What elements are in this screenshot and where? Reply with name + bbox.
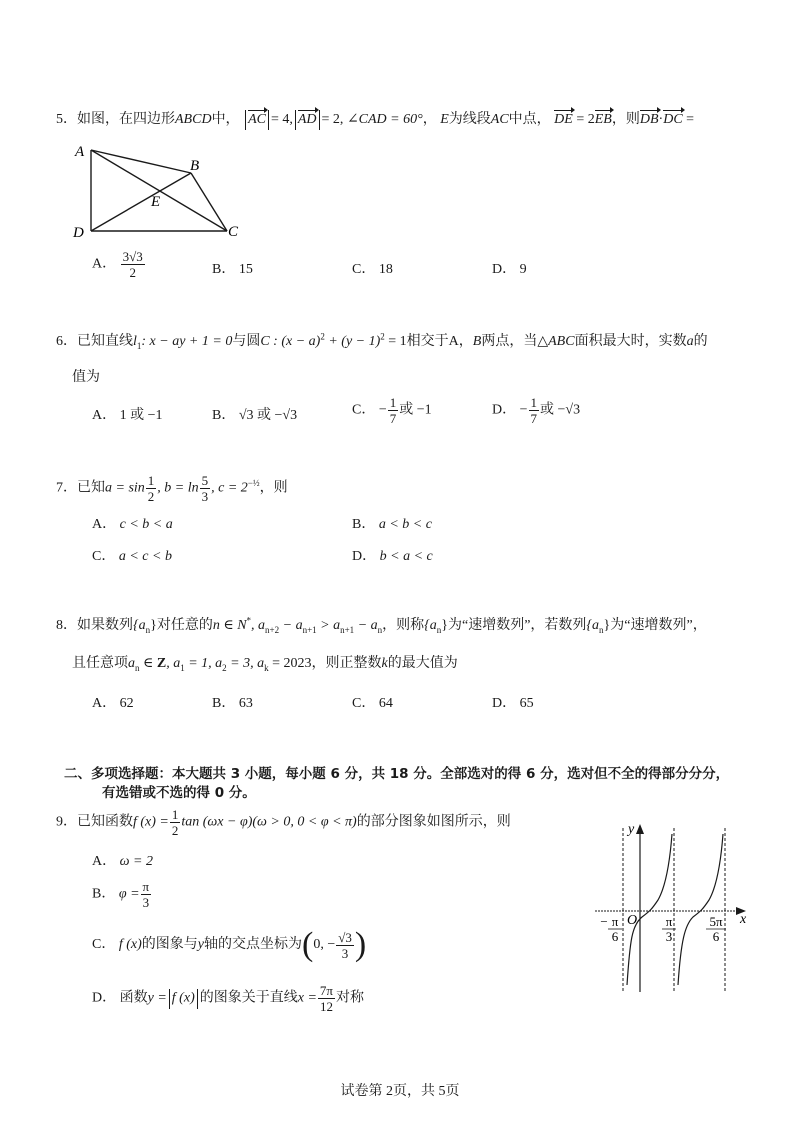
option-text: 对称 (335, 990, 364, 1006)
numerator: 5 (201, 473, 209, 488)
q6-option-b[interactable] (212, 404, 297, 424)
q5-e: E (440, 112, 449, 127)
denominator: 3 (142, 895, 150, 910)
q9-option-b[interactable] (92, 880, 152, 909)
numerator: 1 (389, 395, 397, 410)
q5-angle: ∠CAD = 60° (346, 112, 423, 127)
q9-number: 9． (56, 814, 77, 830)
label-c: C (228, 224, 239, 240)
fraction (170, 808, 181, 837)
q5-option-b[interactable] (212, 258, 253, 278)
q8-seq: {a (586, 618, 600, 633)
q7-option-a[interactable] (92, 513, 173, 533)
q6-line-eq: : x − ay + 1 = 0 (141, 334, 233, 349)
numerator: 1 (530, 395, 538, 410)
q8-sub: n+1 (340, 624, 355, 635)
q8-sub: n (145, 624, 151, 635)
fraction (336, 931, 354, 960)
paren: ) (354, 926, 367, 963)
fraction (318, 984, 335, 1013)
minus: − (378, 402, 387, 418)
edge-ab (91, 150, 191, 173)
y-axis-arrow-icon (636, 824, 644, 834)
q8-option-d[interactable] (492, 692, 534, 712)
q8-option-a[interactable] (92, 692, 134, 712)
option-text: 轴的交点坐标为 (204, 937, 302, 953)
q6-stem (56, 330, 708, 351)
numerator: √3 (338, 929, 352, 945)
q8-an: a (128, 656, 135, 671)
option-label: B． (212, 262, 236, 277)
denominator: 3 (341, 945, 349, 961)
option-text: 62 (119, 696, 134, 711)
q7-option-b[interactable] (352, 513, 432, 533)
q7-number: 7． (56, 480, 77, 496)
tan-graph (590, 820, 760, 1020)
option-x: x = (297, 990, 317, 1006)
option-label: D． (92, 990, 117, 1006)
q8-option-c[interactable] (352, 692, 393, 712)
q8-seq: {a (133, 618, 146, 633)
option-label: A． (92, 517, 117, 532)
q8-text: 对任意的 (156, 618, 213, 633)
q8-seq: } (150, 618, 157, 633)
q5-number: 5． (56, 112, 77, 127)
q6-text: 已知直线 (77, 334, 133, 349)
q8-cond: n ∈ N (212, 618, 247, 633)
option-text: 64 (378, 696, 393, 711)
option-text: b < a < c (379, 549, 433, 564)
q8-text: 为“速增数列”， (610, 618, 707, 633)
q8-cond: − a (354, 618, 378, 633)
denominator: 12 (319, 999, 333, 1014)
option-label: A． (92, 696, 117, 711)
vec-ad: AD (297, 112, 317, 127)
x-label: x (740, 912, 747, 927)
q8-cond: > a (316, 618, 341, 633)
q5-text: 为线段 (448, 112, 491, 127)
q8-text: 为“速增数列”，若数列 (447, 618, 587, 633)
denominator: 2 (129, 265, 136, 280)
q8-sup: * (246, 615, 252, 626)
option-y: y (197, 937, 204, 953)
q8-text: ，则称 (382, 618, 425, 633)
minus: − (519, 402, 528, 418)
q8-stem-line2 (72, 652, 458, 673)
q7-stem (56, 474, 288, 503)
q8-sub: 2 (222, 662, 227, 673)
option-text: 的图象关于直线 (199, 990, 298, 1006)
q8-text: 如果数列 (77, 618, 133, 633)
q8-sub: n (599, 624, 604, 635)
option-text: a < c < b (118, 549, 172, 564)
q6-sup: 2 (380, 331, 385, 342)
q8-a: = 1, a (184, 656, 223, 671)
q5-option-d[interactable] (492, 258, 527, 278)
q8-sub: n (135, 662, 140, 673)
q6-text: 与圆 (232, 334, 261, 349)
q6-option-a[interactable] (92, 404, 163, 424)
q8-a: , a (166, 656, 181, 671)
option-label: A． (92, 408, 117, 423)
q9-option-a[interactable] (92, 850, 153, 870)
q5-option-a[interactable] (92, 250, 146, 279)
q6-sup: 2 (320, 331, 325, 342)
fraction (200, 474, 211, 503)
q6-text: 面积最大时，实数 (574, 334, 687, 349)
q6-option-d[interactable] (492, 396, 580, 425)
q8-sub: n+1 (302, 624, 317, 635)
q8-cond: − a (279, 618, 303, 633)
option-label: C． (352, 402, 376, 418)
q7-exp: −½ (247, 478, 260, 489)
q8-sub: n (436, 624, 442, 635)
option-label: D． (352, 549, 377, 564)
q9-text: 已知函数 (77, 814, 133, 830)
vec-ac: AC (248, 112, 266, 127)
tick-5pi-6-den: 6 (712, 929, 720, 944)
option-label: A． (92, 854, 117, 869)
q6-stem-line2: 值为 (72, 370, 100, 385)
option-label: A． (92, 256, 117, 272)
numerator: 3√3 (122, 249, 143, 264)
q8-sub: n (377, 624, 383, 635)
q5-text: 如图，在四边形 (77, 112, 175, 127)
q5-ad-len: = 2, (321, 112, 344, 127)
fraction (388, 396, 399, 425)
page-footer: 试卷第 2页，共 5页 (340, 1084, 460, 1099)
q8-text: ，则正整数 (311, 656, 382, 671)
option-label: C． (352, 262, 376, 277)
fraction (141, 880, 152, 909)
vec-de: DE (554, 112, 573, 127)
option-label: C． (352, 696, 376, 711)
q6-text: 相交于A， (406, 334, 473, 349)
q7-option-d[interactable] (352, 545, 433, 565)
option-text: 9 (519, 262, 527, 277)
q6-b: B (472, 334, 482, 349)
q6-sub: 1 (136, 340, 142, 351)
q6-a: a (686, 334, 694, 349)
option-fx: f (x) (118, 937, 142, 953)
q6-text: 两点，当 (481, 334, 538, 349)
q6-circle: = 1 (384, 334, 407, 349)
q9-stem (56, 808, 511, 837)
q8-z: Z (156, 656, 167, 671)
y-label: y (628, 822, 635, 837)
option-label: C． (92, 549, 116, 564)
q8-in: ∈ (139, 656, 157, 671)
tan-branch-2 (678, 834, 723, 985)
q5-ac-len: = 4, (270, 112, 293, 127)
option-text: 18 (378, 262, 393, 277)
fraction (121, 250, 145, 279)
tick-neg-pi-6-den: 6 (611, 929, 619, 944)
q8-seq: } (441, 618, 448, 633)
q8-option-b[interactable] (212, 692, 253, 712)
q9-fx: f (x) = (133, 814, 169, 830)
segment-db (91, 173, 191, 231)
option-text: φ = (118, 886, 140, 902)
label-a: A (75, 144, 85, 160)
q8-text: 且任意项 (72, 656, 128, 671)
q6-text: 的 (693, 334, 708, 349)
tick-neg-sign: − (600, 914, 608, 929)
option-text: 65 (519, 696, 534, 711)
option-text: a < b < c (378, 517, 432, 532)
q5-dot: · (658, 112, 664, 127)
tick-neg-pi-6-num: π (611, 914, 619, 929)
option-label: D． (492, 402, 517, 418)
q5-text: ， (422, 112, 437, 127)
option-label: D． (492, 262, 517, 277)
denominator: 7 (389, 411, 397, 426)
section-2-header: 二、多项选择题：本大题共 3 小题，每小题 6 分，共 18 分。全部选对的得 6 分，选对但不全的得部分分分， (64, 766, 730, 782)
label-e: E (151, 194, 161, 210)
q7-a: a = sin (105, 480, 145, 496)
tick-5pi-6-num: 5π (709, 914, 723, 929)
option-label: C． (92, 937, 116, 953)
option-label: B． (92, 886, 116, 902)
fraction (146, 474, 157, 503)
q8-sub: k (264, 662, 269, 673)
q7-c: , c = 2 (211, 480, 248, 496)
q8-sub: n+2 (265, 624, 280, 635)
option-text: 的图象与 (141, 937, 198, 953)
vec-dc: DC (663, 112, 683, 127)
option-text: 63 (238, 696, 253, 711)
q8-a: = 2023 (268, 656, 312, 671)
q7-option-c[interactable] (92, 545, 172, 565)
q5-text: ，则 (611, 112, 640, 127)
q5-de-eq: = 2 (576, 112, 595, 127)
paren: ( (302, 926, 314, 963)
q5-ac: AC (490, 112, 509, 127)
q8-stem (56, 614, 707, 635)
q8-sub: 1 (180, 662, 185, 673)
label-d: D (73, 225, 84, 240)
option-fx: f (x) (171, 990, 195, 1006)
option-label: B． (352, 517, 376, 532)
option-text: 函数 (119, 990, 148, 1006)
section-2-header-line2: 有选错或不选的得 0 分。 (102, 785, 256, 801)
q6-number: 6． (56, 334, 77, 349)
tick-pi-3-den: 3 (665, 929, 673, 944)
q5-stem (56, 108, 694, 130)
numerator: 1 (171, 807, 179, 822)
option-text: 或 −1 (399, 402, 432, 418)
tan-branch-1 (627, 834, 672, 985)
q8-seq: {a (424, 618, 437, 633)
option-text: 或 −√3 (540, 402, 581, 418)
q8-seq: } (603, 618, 611, 633)
tick-pi-3-num: π (665, 914, 673, 929)
vec-eb: EB (594, 112, 612, 127)
option-label: D． (492, 696, 517, 711)
q6-option-c[interactable] (352, 396, 432, 425)
q6-circle: + (y − 1) (324, 334, 381, 349)
q7-b: , b = ln (157, 480, 199, 496)
origin-label: O (627, 913, 638, 928)
option-text: √3 或 −√3 (238, 408, 298, 423)
q9-option-d[interactable] (92, 984, 364, 1013)
q5-eq: = (686, 112, 695, 127)
q8-number: 8． (56, 618, 77, 633)
option-label: B． (212, 408, 236, 423)
fraction (529, 396, 540, 425)
q8-k: k (381, 656, 388, 671)
label-b: B (190, 158, 200, 174)
quadrilateral-figure (70, 140, 250, 240)
option-text: 15 (238, 262, 253, 277)
option-text: ω = 2 (119, 854, 153, 869)
edge-bc (191, 173, 227, 231)
option-y: y = (147, 990, 167, 1006)
q9-tan: tan (ωx − φ)(ω > 0, 0 < φ < π) (181, 814, 357, 830)
option-text: c < b < a (119, 517, 173, 532)
q6-line: l (133, 334, 137, 349)
vec-db: DB (639, 112, 659, 127)
q8-cond: , a (251, 618, 266, 633)
q7-text: ，则 (259, 480, 288, 496)
denominator: 3 (201, 489, 209, 504)
numerator: 1 (147, 473, 155, 488)
denominator: 2 (147, 489, 155, 504)
q7-text: 已知 (77, 480, 105, 496)
q5-quad: ABCD (175, 112, 212, 127)
q9-option-c[interactable] (92, 928, 366, 962)
q5-option-c[interactable] (352, 258, 393, 278)
q5-text: 中点， (508, 112, 551, 127)
denominator: 2 (171, 823, 179, 838)
q9-text: 的部分图象如图所示，则 (356, 814, 511, 830)
q8-text: 的最大值为 (387, 656, 458, 671)
numerator: 7π (319, 983, 333, 998)
numerator: π (142, 879, 150, 894)
q6-tri: △ABC (537, 334, 575, 349)
q8-a: = 3, a (226, 656, 265, 671)
option-text: 0, − (313, 937, 336, 953)
option-text: 1 或 −1 (119, 408, 163, 423)
q6-circle: C : (x − a) (260, 334, 321, 349)
option-label: B． (212, 696, 236, 711)
q5-text: 中， (211, 112, 240, 127)
denominator: 7 (530, 411, 538, 426)
